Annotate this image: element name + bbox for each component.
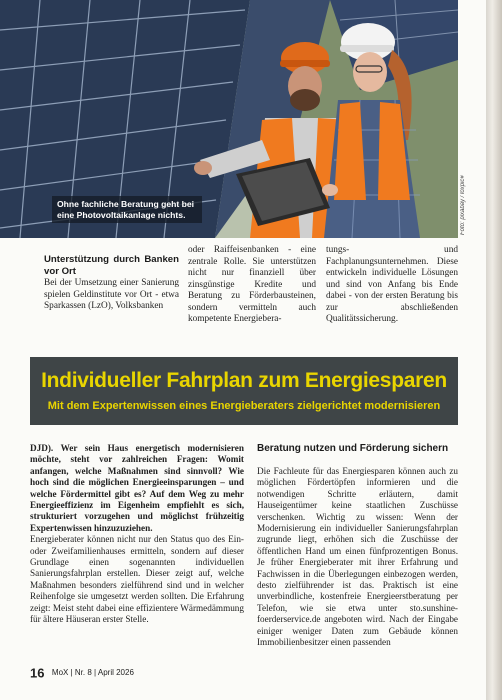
article-bottom-column-1 — [30, 443, 244, 626]
page-footer — [30, 664, 134, 682]
subheadline: Mit dem Expertenwissen eines Energieberaters zielgerichtet modernisieren — [47, 400, 441, 412]
issue-info: MoX | Nr. 8 | April 2026 — [51, 668, 134, 678]
article-lead: DJD). Wer sein Haus energetisch modernisieren möchte, steht vor zahlreichen Fragen: Womit anfangen, welche Maßnahmen sind sinnvoll? Wie hoch sind die möglichen Energieeinsparungen – und welche Fördermittel gibt es? Auf dem Weg zu mehr Energieeffizienz im Eigenheim empfiehlt es sich, strukturiert vorzugehen und möglichst frühzeitig Expertenwissen hinzuzuziehen. — [30, 443, 244, 533]
column-2-text: oder Raiffeisenbanken - eine zentrale Rolle. Sie unterstützen nicht nur finanziell über zinsgünstige Kredite und Beratung zu Förderbausteinen, sondern vermitteln auch kompetente Energiebera- — [188, 245, 316, 324]
article-bottom-column-2 — [257, 443, 458, 649]
article-body-2: Die Fachleute für das Energiesparen können auch zu möglichen Fördertöpfen informieren und die notwendigen Schritte erläutern, damit Hauseigentümer keine staatlichen Zuschüsse verschenken. Wichtig zu wissen: Wenn der Modernisierung ein individueller Sanierungsfahrplan zugrunde liegt, erhöhen sich die Zuschüsse der öffentlichen Hand um einen fünfprozentigen Bonus. Je früher Energieberater mit ihrer Erfahrung und Fachwissen in die Überlegungen einbezogen werden, desto zielführender ist das. Praktisch ist eine unverbindliche, kostenfreie Energieerstberatung per Telefon, wie sie etwa unter sto.sunshine-foerderservice.de angeboten wird. Nach der Eingabe einiger weniger Daten zum Gebäude können Immobilienbesitzer einen passenden — [257, 466, 458, 648]
subheading-banks: Unterstützung durch Banken vor Ort — [44, 254, 179, 277]
article-top-column-2 — [188, 245, 316, 326]
headline-banner — [30, 357, 458, 425]
column-1-text: Bei der Umsetzung einer Sanierung spielen Geldinstitute vor Ort - etwa Sparkassen (LzO), Volksbanken — [44, 278, 179, 311]
solar-consultation-photo — [0, 0, 458, 238]
photo-credit: Foto: pixabay / loxpic# — [460, 175, 466, 235]
article-body-1: Energieberater können nicht nur den Status quo des Ein- oder Zweifamilienhauses ermitteln, sondern auf dieser Grundlage einen sogenannten individuellen Sanierungsfahrplan erstellen. Dieser zeigt auf, welche Maßnahmen besonders zielführend sind und in welcher Reihenfolge sie umgesetzt werden sollten. Die Erfahrung zeigt: Meist steht dabei eine effizientere Wärmedämmung für ältere Häuseran erster Stelle. — [30, 534, 244, 625]
page-number: 16 — [30, 665, 45, 681]
article-top-column-1 — [44, 254, 179, 313]
article-top-column-3 — [326, 245, 458, 326]
photo-caption: Ohne fachliche Beratung geht bei eine Photovoltaikanlage nichts. — [52, 196, 202, 223]
headline: Individueller Fahrplan zum Energiesparen — [41, 369, 447, 392]
next-page-edge — [486, 0, 502, 700]
column-3-text: tungs- und Fachplanungsunternehmen. Diese entwickeln individuelle Lösungen und sind von Anfang bis Ende dabei - von der ersten Beratung bis zur abschließenden Qualitätssicherung. — [326, 245, 458, 324]
subheading-advice: Beratung nutzen und Förderung sichern — [257, 443, 449, 454]
